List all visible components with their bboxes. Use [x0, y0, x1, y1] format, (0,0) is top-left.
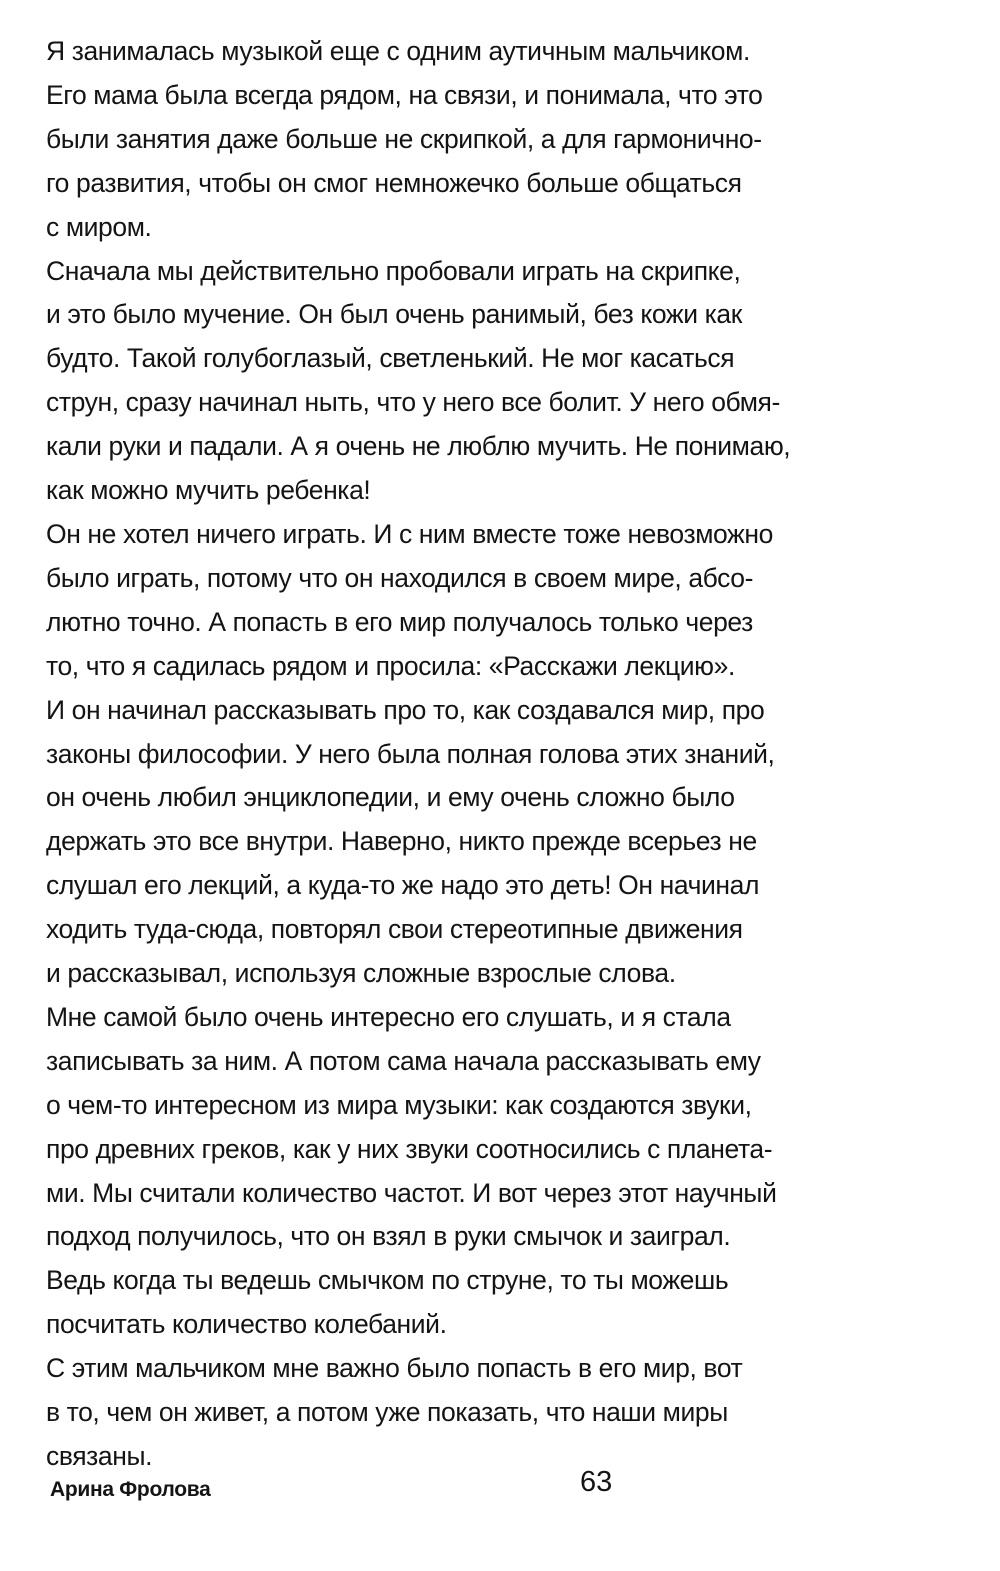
text-line: го развития, чтобы он смог немножечко больше общаться — [46, 167, 742, 198]
text-line: и это было мучение. Он был очень ранимый, без кожи как — [46, 299, 742, 330]
body-text — [46, 30, 876, 1479]
text-line: связаны. — [46, 1441, 153, 1471]
text-line: И он начинал рассказывать про то, как создавался мир, про — [46, 694, 765, 725]
text-line: слушал его лекций, а куда-то же надо это деть! Он начинал — [46, 870, 760, 901]
text-line: законы философии. У него была полная голова этих знаний, — [46, 738, 775, 769]
text-line: было играть, потому что он находился в своем мире, абсо- — [46, 562, 754, 593]
text-line: о чем-то интересном из мира музыки: как создаются звуки, — [46, 1089, 752, 1120]
text-line: лютно точно. А попасть в его мир получалось только через — [46, 606, 753, 637]
page-number: 63 — [580, 1466, 613, 1498]
text-line: держать это все внутри. Наверно, никто прежде всерьез не — [46, 826, 757, 857]
text-line: струн, сразу начинал ныть, что у него все болит. У него обмя- — [46, 387, 780, 418]
text-line: Я занималась музыкой еще с одним аутичным мальчиком. — [46, 36, 750, 66]
text-line: кали руки и падали. А я очень не люблю мучить. Не понимаю, — [46, 431, 791, 462]
text-line: с миром. — [46, 211, 152, 242]
running-footer-author: Арина Фролова — [50, 1478, 211, 1501]
page-footer — [0, 1458, 1000, 1518]
text-line: в то, чем он живет, а потом уже показать, что наши миры — [46, 1397, 728, 1428]
text-line: подход получилось, что он взял в руки смычок и заиграл. — [46, 1221, 731, 1252]
text-line: Сначала мы действительно пробовали играть на скрипке, — [46, 255, 741, 286]
text-line: Мне самой было очень интересно его слушать, и я стала — [46, 1001, 731, 1032]
text-line: он очень любил энциклопедии, и ему очень сложно было — [46, 782, 735, 813]
text-line: будто. Такой голубоглазый, светленький. Не мог касаться — [46, 343, 735, 374]
text-line: Его мама была всегда рядом, на связи, и понимала, что это — [46, 79, 763, 110]
text-line: записывать за ним. А потом сама начала рассказывать ему — [46, 1045, 761, 1076]
text-line: посчитать количество колебаний. — [46, 1309, 447, 1340]
text-line: про древних греков, как у них звуки соотносились с планета- — [46, 1133, 773, 1164]
text-line: ходить туда-сюда, повторял свои стереотипные движения — [46, 914, 743, 945]
text-line: ми. Мы считали количество частот. И вот через этот научный — [46, 1177, 777, 1208]
text-line: Ведь когда ты ведешь смычком по струне, то ты можешь — [46, 1265, 729, 1296]
text-line: как можно мучить ребенка! — [46, 475, 371, 506]
text-line: были занятия даже больше не скрипкой, а для гармонично- — [46, 123, 762, 154]
text-line: и рассказывал, используя сложные взрослые слова. — [46, 958, 676, 989]
text-line: Он не хотел ничего играть. И с ним вместе тоже невозможно — [46, 518, 773, 549]
text-line: С этим мальчиком мне важно было попасть в его мир, вот — [46, 1353, 743, 1384]
text-line: то, что я садилась рядом и просила: «Расскажи лекцию». — [46, 650, 735, 681]
